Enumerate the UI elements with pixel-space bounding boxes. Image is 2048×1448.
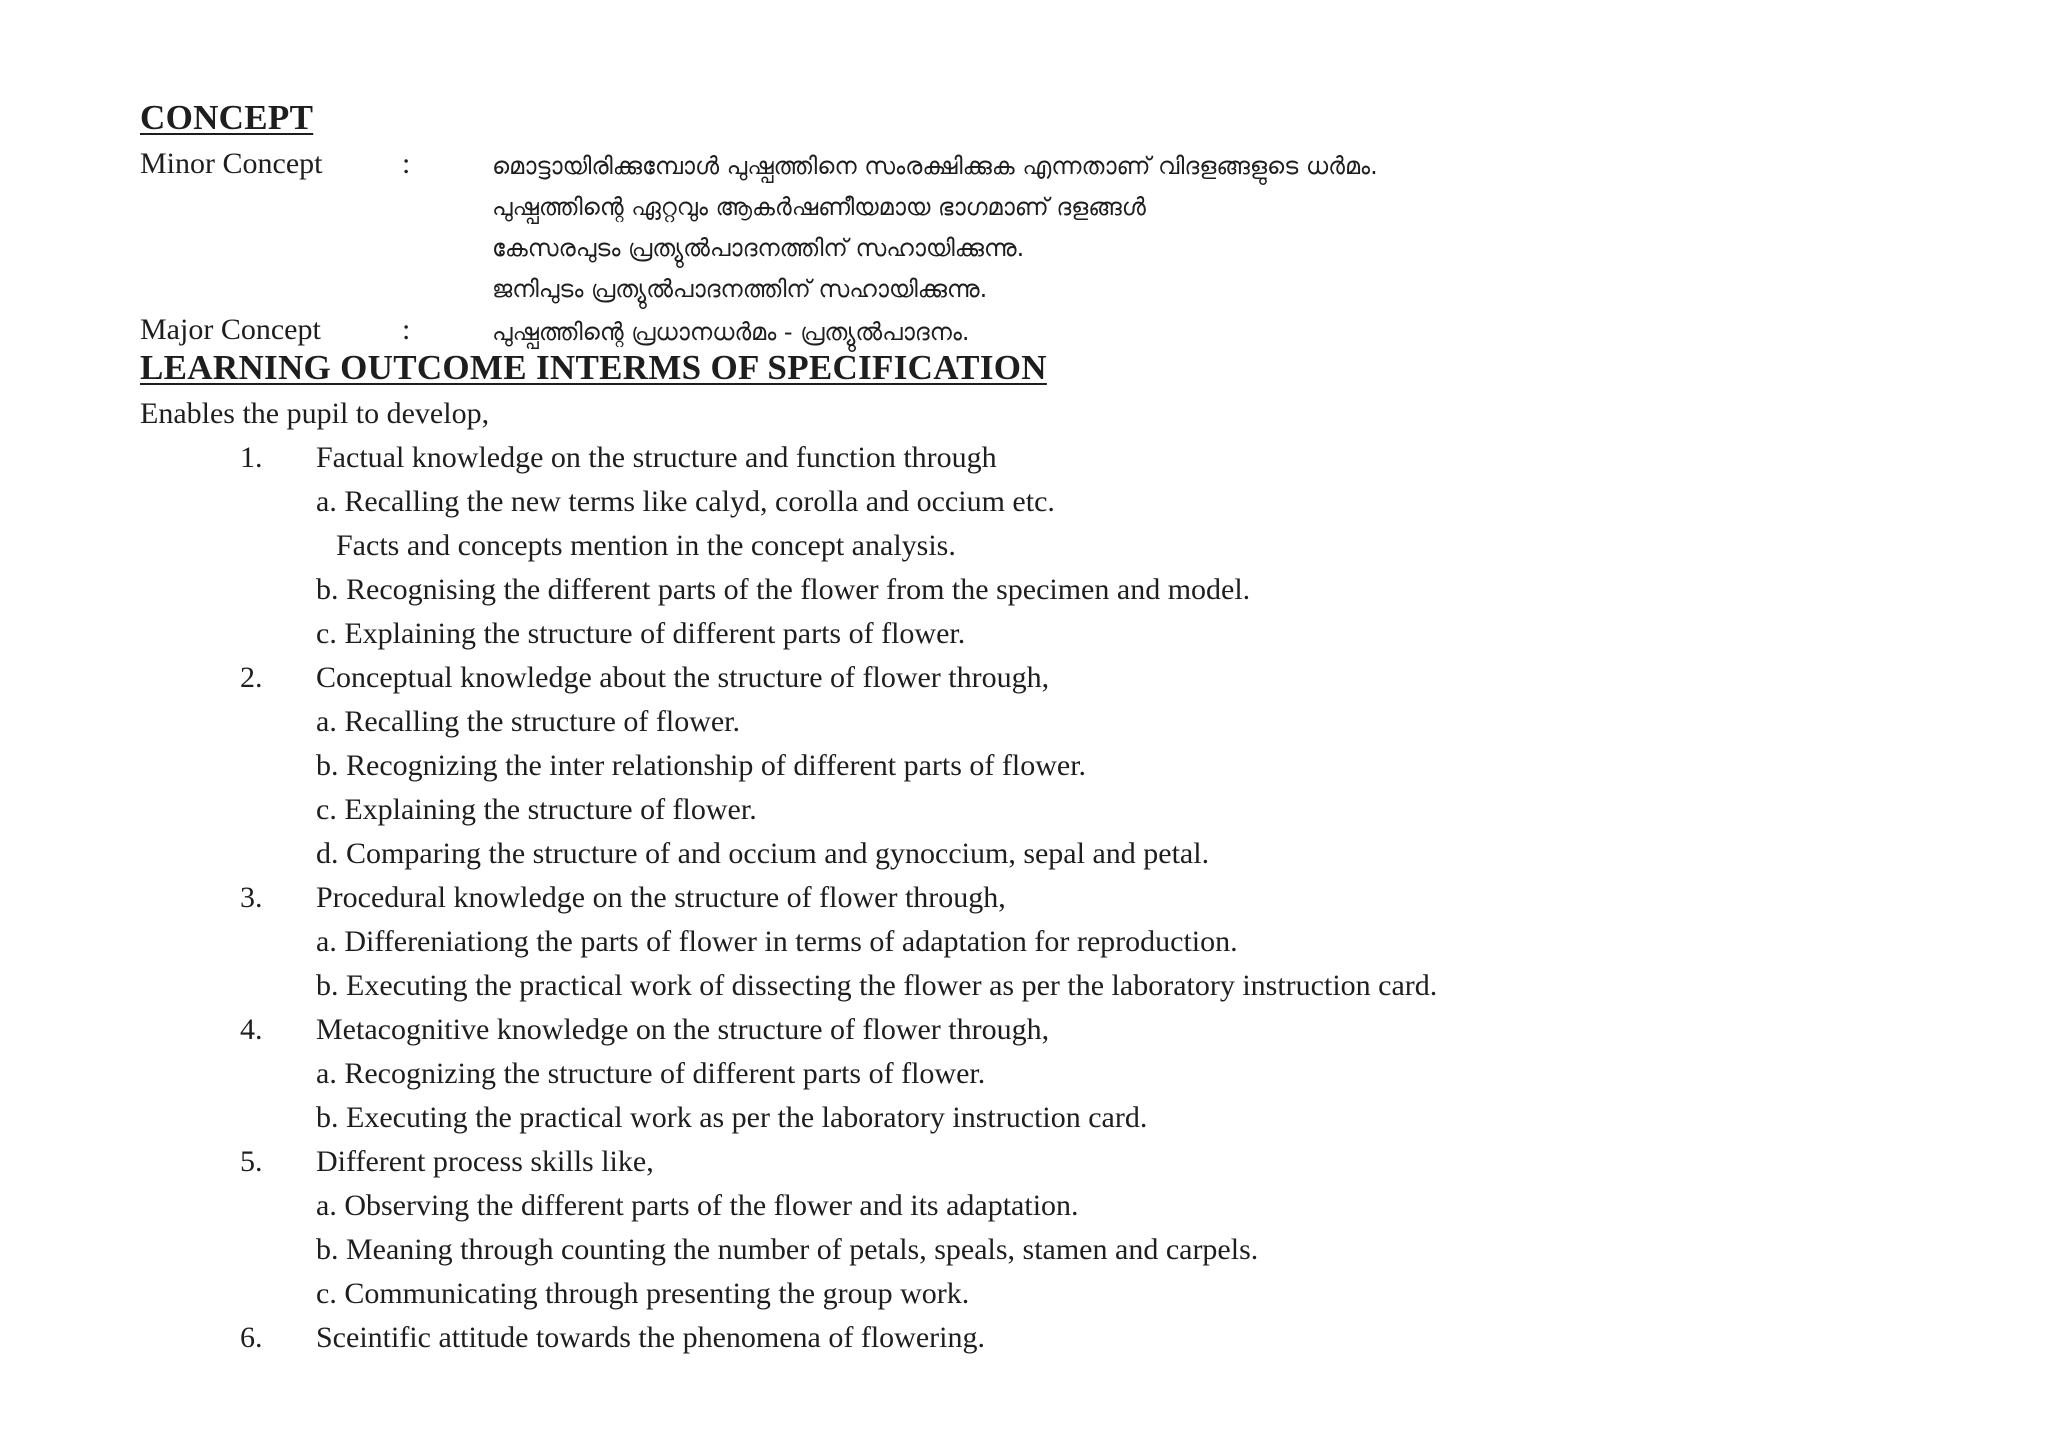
outcome-4-number: 4. xyxy=(240,1013,263,1046)
minor-concept-line-1: മൊട്ടായിരിക്കുമ്പോൾ പുഷ്പത്തിനെ സംരക്ഷിക്കുക എന്നതാണ് വിദളങ്ങളുടെ ധർമം. xyxy=(492,152,1378,180)
outcome-4b: b. Executing the practical work as per the laboratory instruction card. xyxy=(316,1101,1148,1134)
concept-heading: CONCEPT xyxy=(140,98,314,137)
outcome-4-text: Metacognitive knowledge on the structure of flower through, xyxy=(316,1013,1050,1046)
outcome-1b: b. Recognising the different parts of the flower from the specimen and model. xyxy=(316,573,1251,606)
outcome-2a: a. Recalling the structure of flower. xyxy=(316,705,741,738)
outcome-5c: c. Communicating through presenting the group work. xyxy=(316,1277,970,1310)
outcome-2-number: 2. xyxy=(240,661,263,694)
outcome-1-number: 1. xyxy=(240,441,263,474)
outcome-3a: a. Differeniationg the parts of flower in terms of adaptation for reproduction. xyxy=(316,925,1238,958)
outcome-1a: a. Recalling the new terms like calyd, corolla and occium etc. xyxy=(316,485,1055,518)
outcome-3b: b. Executing the practical work of dissecting the flower as per the laboratory instruction card. xyxy=(316,969,1438,1002)
major-concept-colon: : xyxy=(402,313,411,346)
outcome-5-number: 5. xyxy=(240,1145,263,1178)
minor-concept-label: Minor Concept xyxy=(140,147,323,180)
major-concept-line: പുഷ്പത്തിന്റെ പ്രധാനധർമം - പ്രത്യുൽപാദനം. xyxy=(492,318,970,346)
minor-concept-line-2: പുഷ്പത്തിന്റെ ഏറ്റവും ആകർഷണീയമായ ഭാഗമാണ് ദളങ്ങൾ xyxy=(492,193,1146,221)
outcome-2d: d. Comparing the structure of and occium and gynoccium, sepal and petal. xyxy=(316,837,1210,870)
outcome-6-number: 6. xyxy=(240,1321,263,1354)
outcome-6-text: Sceintific attitude towards the phenomena of flowering. xyxy=(316,1321,985,1354)
outcomes-intro: Enables the pupil to develop, xyxy=(140,397,490,430)
outcome-2c: c. Explaining the structure of flower. xyxy=(316,793,757,826)
outcome-1-text: Factual knowledge on the structure and function through xyxy=(316,441,997,474)
minor-concept-colon: : xyxy=(402,147,411,180)
major-concept-label: Major Concept xyxy=(140,313,321,346)
outcome-5-text: Different process skills like, xyxy=(316,1145,654,1178)
outcome-3-text: Procedural knowledge on the structure of flower through, xyxy=(316,881,1006,914)
minor-concept-line-4: ജനിപുടം പ്രത്യുൽപാദനത്തിന് സഹായിക്കുന്നു. xyxy=(492,275,988,303)
outcome-4a: a. Recognizing the structure of different parts of flower. xyxy=(316,1057,986,1090)
outcome-1a-continuation: Facts and concepts mention in the concept analysis. xyxy=(336,529,956,562)
outcome-5b: b. Meaning through counting the number of petals, speals, stamen and carpels. xyxy=(316,1233,1259,1266)
outcome-1c: c. Explaining the structure of different parts of flower. xyxy=(316,617,966,650)
learning-outcome-heading: LEARNING OUTCOME INTERMS OF SPECIFICATION xyxy=(140,348,1047,387)
outcome-5a: a. Observing the different parts of the flower and its adaptation. xyxy=(316,1189,1079,1222)
outcome-2-text: Conceptual knowledge about the structure of flower through, xyxy=(316,661,1050,694)
outcome-2b: b. Recognizing the inter relationship of different parts of flower. xyxy=(316,749,1087,782)
minor-concept-line-3: കേസരപുടം പ്രത്യുൽപാദനത്തിന് സഹായിക്കുന്നു. xyxy=(492,234,1025,262)
outcome-3-number: 3. xyxy=(240,881,263,914)
